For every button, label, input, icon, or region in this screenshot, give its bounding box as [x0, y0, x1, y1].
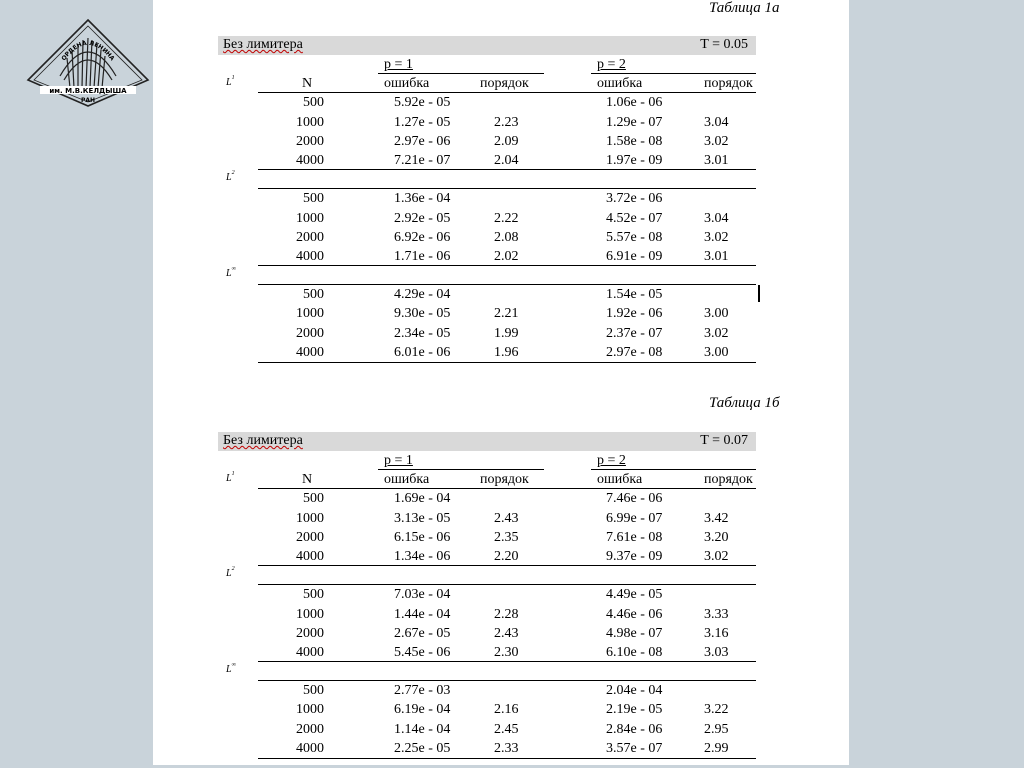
- cell-error-p1: 1.69e - 04: [394, 491, 451, 507]
- cell-error-p2: 6.91e - 09: [606, 248, 663, 264]
- cell-error-p1: 6.01e - 06: [394, 344, 451, 360]
- divider: [258, 680, 756, 681]
- cell-error-p2: 6.99e - 07: [606, 510, 663, 526]
- cell-error-p1: 9.30e - 05: [394, 306, 451, 322]
- cell-order-p1: 2.30: [494, 644, 519, 660]
- cell-n: 500: [303, 587, 324, 603]
- cell-order-p1: 2.20: [494, 548, 519, 564]
- cell-error-p2: 3.57e - 07: [606, 740, 663, 756]
- cell-n: 2000: [296, 133, 324, 149]
- cell-order-p2: 3.00: [704, 344, 729, 360]
- table-row: [218, 681, 756, 700]
- cell-error-p1: 7.21e - 07: [394, 152, 451, 168]
- divider: [258, 362, 756, 363]
- cell-order-p2: 2.95: [704, 721, 729, 737]
- cell-order-p1: 2.02: [494, 248, 519, 264]
- cell-n: 500: [303, 95, 324, 111]
- norm-label: $L^2$: [226, 566, 235, 579]
- cell-n: 500: [303, 287, 324, 303]
- cell-order-p1: 2.28: [494, 606, 519, 622]
- divider: [258, 488, 756, 489]
- cell-error-p2: 4.46e - 06: [606, 606, 663, 622]
- results-table: [218, 432, 756, 758]
- col-error-header: ошибка: [597, 472, 643, 488]
- p1-label: p = 1: [384, 57, 413, 72]
- cell-order-p1: 1.99: [494, 325, 519, 341]
- cell-n: 1000: [296, 306, 324, 322]
- cell-order-p1: 2.45: [494, 721, 519, 737]
- cell-error-p2: 5.57e - 08: [606, 229, 663, 245]
- table-caption: Таблица 1а: [709, 0, 780, 16]
- table-header-band: [218, 432, 756, 451]
- cell-error-p2: 9.37e - 09: [606, 548, 663, 564]
- cell-error-p1: 5.92e - 05: [394, 95, 451, 111]
- divider: [258, 565, 756, 566]
- cell-error-p1: 1.27e - 05: [394, 114, 451, 130]
- cell-error-p1: 2.25e - 05: [394, 740, 451, 756]
- cell-error-p1: 1.14e - 04: [394, 721, 451, 737]
- cell-error-p1: 2.92e - 05: [394, 210, 451, 226]
- divider: [258, 92, 756, 93]
- cell-order-p2: 3.20: [704, 529, 729, 545]
- cell-error-p2: 2.37e - 07: [606, 325, 663, 341]
- norm-label: L∞: [226, 266, 236, 279]
- cell-n: 4000: [296, 248, 324, 264]
- scheme-order-row: [218, 55, 756, 74]
- table-row: [218, 739, 756, 758]
- cell-error-p1: 6.92e - 06: [394, 229, 451, 245]
- cell-n: 1000: [296, 606, 324, 622]
- table-row: [218, 285, 756, 304]
- col-error-header: ошибка: [384, 76, 430, 92]
- text-cursor: [758, 285, 760, 302]
- divider: [378, 73, 544, 74]
- cell-error-p2: 3.72e - 06: [606, 191, 663, 207]
- divider: [258, 265, 756, 266]
- cell-n: 2000: [296, 625, 324, 641]
- table-row: [218, 509, 756, 528]
- cell-order-p1: 2.43: [494, 510, 519, 526]
- cell-order-p1: 2.33: [494, 740, 519, 756]
- scheme-order-row: [218, 451, 756, 470]
- table-caption: Таблица 1б: [709, 395, 780, 411]
- cell-order-p2: 3.04: [704, 114, 729, 130]
- table-row: [218, 113, 756, 132]
- cell-order-p2: 3.01: [704, 152, 729, 168]
- cell-order-p2: 3.00: [704, 306, 729, 322]
- logo-arc-text: ОРДЕНА ЛЕНИНА: [60, 39, 116, 63]
- cell-error-p2: 1.54e - 05: [606, 287, 663, 303]
- norm-label: $L^2$: [226, 170, 235, 183]
- cell-order-p2: 3.01: [704, 248, 729, 264]
- cell-error-p1: 3.13e - 05: [394, 510, 451, 526]
- cell-n: 1000: [296, 702, 324, 718]
- col-order-header: порядок: [704, 76, 753, 92]
- cell-error-p2: 1.92e - 06: [606, 306, 663, 322]
- cell-order-p1: 2.21: [494, 306, 519, 322]
- cell-error-p2: 4.98e - 07: [606, 625, 663, 641]
- table-row: [218, 643, 756, 662]
- cell-order-p2: 3.22: [704, 702, 729, 718]
- cell-error-p1: 1.44e - 04: [394, 606, 451, 622]
- cell-error-p1: 2.77e - 03: [394, 683, 451, 699]
- divider: [258, 758, 756, 759]
- cell-order-p1: 2.43: [494, 625, 519, 641]
- cell-n: 1000: [296, 210, 324, 226]
- cell-error-p1: 5.45e - 06: [394, 644, 451, 660]
- p2-label: p = 2: [597, 57, 626, 72]
- cell-n: 2000: [296, 721, 324, 737]
- cell-n: 2000: [296, 529, 324, 545]
- table-row: [218, 247, 756, 266]
- cell-error-p1: 2.67e - 05: [394, 625, 451, 641]
- cell-n: 500: [303, 491, 324, 507]
- logo-name-text: им. М.В.КЕЛДЫША: [49, 87, 127, 95]
- table-row: [218, 132, 756, 151]
- col-order-header: порядок: [480, 472, 529, 488]
- cell-n: 4000: [296, 740, 324, 756]
- cell-n: 4000: [296, 548, 324, 564]
- cell-error-p1: 1.71e - 06: [394, 248, 451, 264]
- divider: [591, 73, 756, 74]
- cell-error-p1: 1.36e - 04: [394, 191, 451, 207]
- table-row: [218, 624, 756, 643]
- time-label: T = 0.07: [700, 433, 748, 448]
- col-order-header: порядок: [480, 76, 529, 92]
- cell-order-p2: 3.02: [704, 548, 729, 564]
- cell-error-p2: 6.10e - 08: [606, 644, 663, 660]
- cell-order-p1: 2.04: [494, 152, 519, 168]
- divider: [258, 188, 756, 189]
- col-n-header: N: [301, 76, 313, 92]
- table-row: [218, 151, 756, 170]
- table-row: [218, 605, 756, 624]
- cell-error-p1: 2.97e - 06: [394, 133, 451, 149]
- cell-order-p1: 2.09: [494, 133, 519, 149]
- cell-error-p2: 4.49e - 05: [606, 587, 663, 603]
- cell-error-p1: 2.34e - 05: [394, 325, 451, 341]
- table-header-band: [218, 36, 756, 55]
- table-row: [218, 585, 756, 604]
- cell-order-p2: 3.02: [704, 229, 729, 245]
- cell-order-p1: 1.96: [494, 344, 519, 360]
- p1-label: p = 1: [384, 453, 413, 468]
- cell-n: 2000: [296, 325, 324, 341]
- cell-n: 1000: [296, 510, 324, 526]
- cell-order-p2: 3.02: [704, 133, 729, 149]
- table-row: [218, 700, 756, 719]
- table-row: [218, 547, 756, 566]
- table-row: [218, 528, 756, 547]
- col-error-header: ошибка: [597, 76, 643, 92]
- table-row: [218, 304, 756, 323]
- cell-error-p1: 4.29e - 04: [394, 287, 451, 303]
- norm-label: L∞: [226, 662, 236, 675]
- col-n-header: N: [301, 472, 313, 488]
- cell-error-p2: 2.04e - 04: [606, 683, 663, 699]
- cell-order-p1: 2.16: [494, 702, 519, 718]
- cell-n: 500: [303, 683, 324, 699]
- cell-error-p2: 2.19e - 05: [606, 702, 663, 718]
- cell-error-p1: 1.34e - 06: [394, 548, 451, 564]
- col-error-header: ошибка: [384, 472, 430, 488]
- table-row: [218, 343, 756, 362]
- cell-n: 2000: [296, 229, 324, 245]
- cell-error-p2: 7.46e - 06: [606, 491, 663, 507]
- cell-n: 1000: [296, 114, 324, 130]
- results-table: [218, 36, 756, 362]
- column-header-row: [218, 74, 756, 93]
- cell-order-p2: 3.03: [704, 644, 729, 660]
- logo-sub-text: РАН: [80, 97, 96, 104]
- limiter-label: Без лимитера: [223, 433, 303, 448]
- cell-error-p2: 2.97e - 08: [606, 344, 663, 360]
- cell-n: 4000: [296, 152, 324, 168]
- cell-error-p2: 1.58e - 08: [606, 133, 663, 149]
- table-row: [218, 489, 756, 508]
- table-row: [218, 228, 756, 247]
- cell-n: 4000: [296, 644, 324, 660]
- column-header-row: [218, 470, 756, 489]
- table-row: [218, 209, 756, 228]
- table-row: [218, 93, 756, 112]
- table-row: [218, 324, 756, 343]
- p2-label: p = 2: [597, 453, 626, 468]
- norm-label: $L^1$: [226, 75, 235, 88]
- table-row: [218, 720, 756, 739]
- cell-error-p1: 6.19e - 04: [394, 702, 451, 718]
- cell-error-p2: 7.61e - 08: [606, 529, 663, 545]
- divider: [591, 469, 756, 470]
- cell-error-p2: 4.52e - 07: [606, 210, 663, 226]
- cell-order-p1: 2.08: [494, 229, 519, 245]
- divider: [258, 661, 756, 662]
- cell-error-p2: 2.84e - 06: [606, 721, 663, 737]
- cell-error-p2: 1.06e - 06: [606, 95, 663, 111]
- cell-error-p1: 7.03e - 04: [394, 587, 451, 603]
- norm-label: $L^1$: [226, 471, 235, 484]
- limiter-label: Без лимитера: [223, 37, 303, 52]
- cell-error-p2: 1.29e - 07: [606, 114, 663, 130]
- col-order-header: порядок: [704, 472, 753, 488]
- divider: [258, 284, 756, 285]
- cell-n: 500: [303, 191, 324, 207]
- cell-order-p1: 2.22: [494, 210, 519, 226]
- time-label: T = 0.05: [700, 37, 748, 52]
- cell-order-p2: 3.16: [704, 625, 729, 641]
- cell-order-p2: 3.04: [704, 210, 729, 226]
- cell-order-p2: 3.02: [704, 325, 729, 341]
- divider: [258, 169, 756, 170]
- cell-order-p1: 2.35: [494, 529, 519, 545]
- cell-error-p1: 6.15e - 06: [394, 529, 451, 545]
- cell-error-p2: 1.97e - 09: [606, 152, 663, 168]
- table-row: [218, 189, 756, 208]
- divider: [378, 469, 544, 470]
- cell-order-p2: 3.42: [704, 510, 729, 526]
- institute-emblem-icon: [26, 18, 150, 108]
- divider: [258, 584, 756, 585]
- cell-order-p1: 2.23: [494, 114, 519, 130]
- cell-order-p2: 3.33: [704, 606, 729, 622]
- cell-n: 4000: [296, 344, 324, 360]
- cell-order-p2: 2.99: [704, 740, 729, 756]
